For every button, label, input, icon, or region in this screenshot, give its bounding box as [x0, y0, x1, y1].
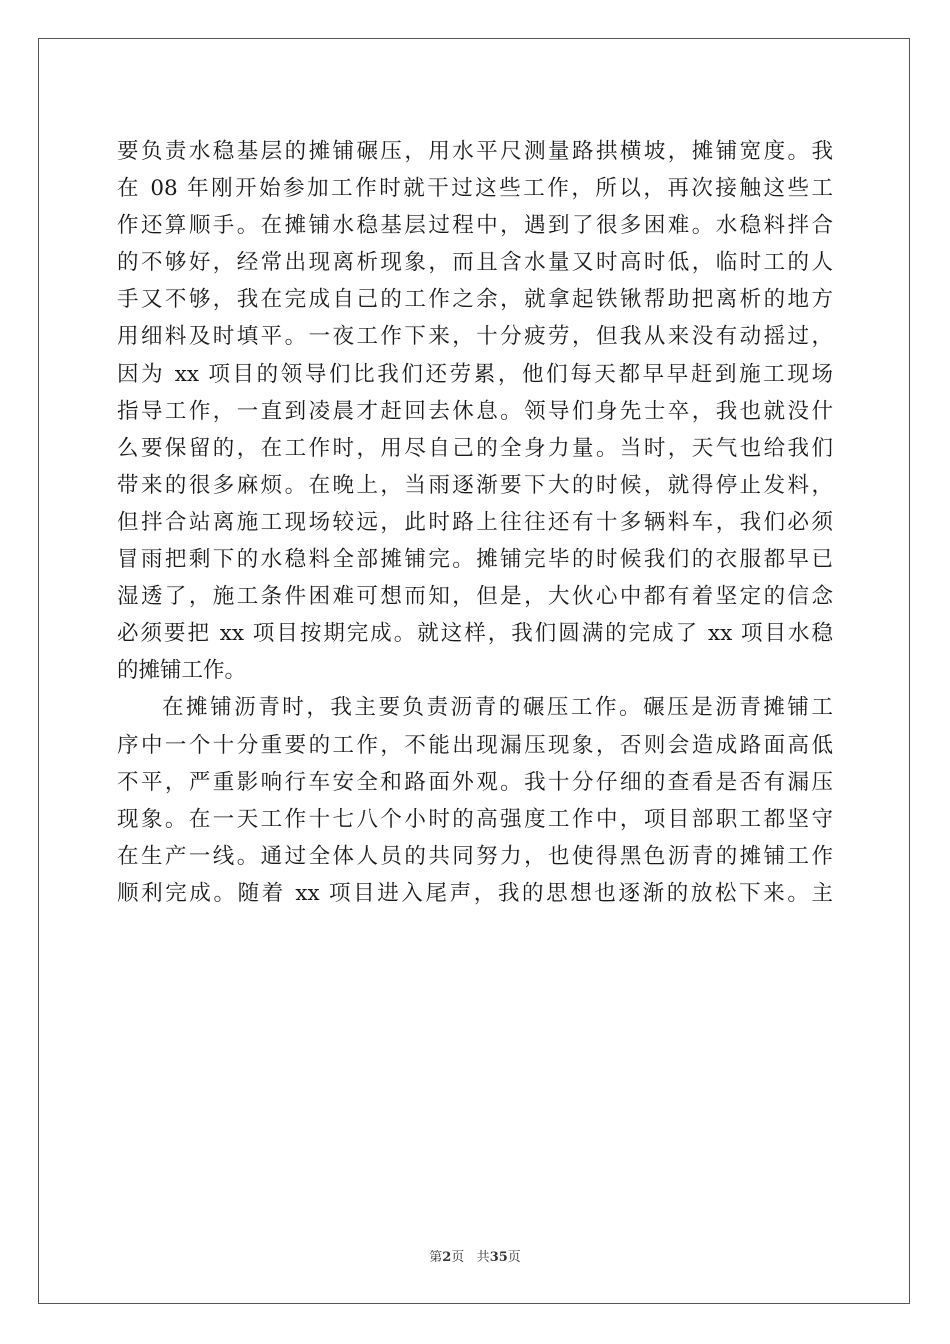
text-line: 现象。在一天工作十七八个小时的高强度工作中，项目部职工都坚守 [117, 806, 833, 832]
text-line: 要负责水稳基层的摊铺碾压，用水平尺测量路拱横坡，摊铺宽度。我 [117, 139, 833, 164]
page-prefix: 第 [429, 1250, 443, 1265]
text-line: 在生产一线。通过全体人员的共同努力，也使得黑色沥青的摊铺工作 [117, 843, 833, 869]
text-line: 的不够好，经常出现离析现象，而且含水量又时高时低，临时工的人 [117, 250, 833, 276]
text-line: 必须要把 xx 项目按期完成。就这样，我们圆满的完成了 xx 项目水稳 [117, 621, 833, 647]
text-line: 在摊铺沥青时，我主要负责沥青的碾压工作。碾压是沥青摊铺工 [162, 695, 833, 721]
total-suffix: 页 [507, 1250, 521, 1265]
document-body [117, 133, 833, 912]
text-line: 么要保留的，在工作时，用尽自己的全身力量。当时，天气也给我们 [117, 435, 833, 461]
text-line: 手又不够，我在完成自己的工作之余，就拿起铁锹帮助把离析的地方 [117, 287, 833, 313]
text-line: 但拌合站离施工现场较远，此时路上往往还有十多辆料车，我们必须 [117, 509, 833, 535]
text-line: 的摊铺工作。 [117, 658, 247, 684]
text-line: 作还算顺手。在摊铺水稳基层过程中，遇到了很多困难。水稳料拌合 [117, 213, 833, 239]
page-total: 35 [489, 1250, 508, 1265]
text-line: 指导工作，一直到凌晨才赶回去休息。领导们身先士卒，我也就没什 [117, 398, 833, 424]
text-line: 在 08 年刚开始参加工作时就干过这些工作，所以，再次接触这些工 [117, 176, 833, 202]
paragraph-2 [117, 689, 833, 912]
text-line: 湿透了，施工条件困难可想而知，但是，大伙心中都有着坚定的信念 [117, 584, 833, 610]
paragraph-1 [117, 133, 833, 689]
text-line: 顺利完成。随着 xx 项目进入尾声，我的思想也逐渐的放松下来。主 [117, 880, 833, 906]
text-line: 冒雨把剩下的水稳料全部摊铺完。摊铺完毕的时候我们的衣服都早已 [117, 547, 833, 573]
text-line: 序中一个十分重要的工作，不能出现漏压现象，否则会造成路面高低 [117, 732, 833, 758]
text-line: 因为 xx 项目的领导们比我们还劳累，他们每天都早早赶到施工现场 [117, 361, 833, 387]
text-line: 不平，严重影响行车安全和路面外观。我十分仔细的查看是否有漏压 [117, 769, 833, 795]
text-line: 用细料及时填平。一夜工作下来，十分疲劳，但我从来没有动摇过， [117, 324, 833, 350]
page-footer [0, 1246, 950, 1265]
page-suffix: 页 [451, 1250, 465, 1265]
page-current: 2 [442, 1250, 452, 1265]
total-prefix: 共 [476, 1250, 490, 1265]
text-line: 带来的很多麻烦。在晚上，当雨逐渐要下大的时候，就得停止发料， [117, 472, 833, 498]
